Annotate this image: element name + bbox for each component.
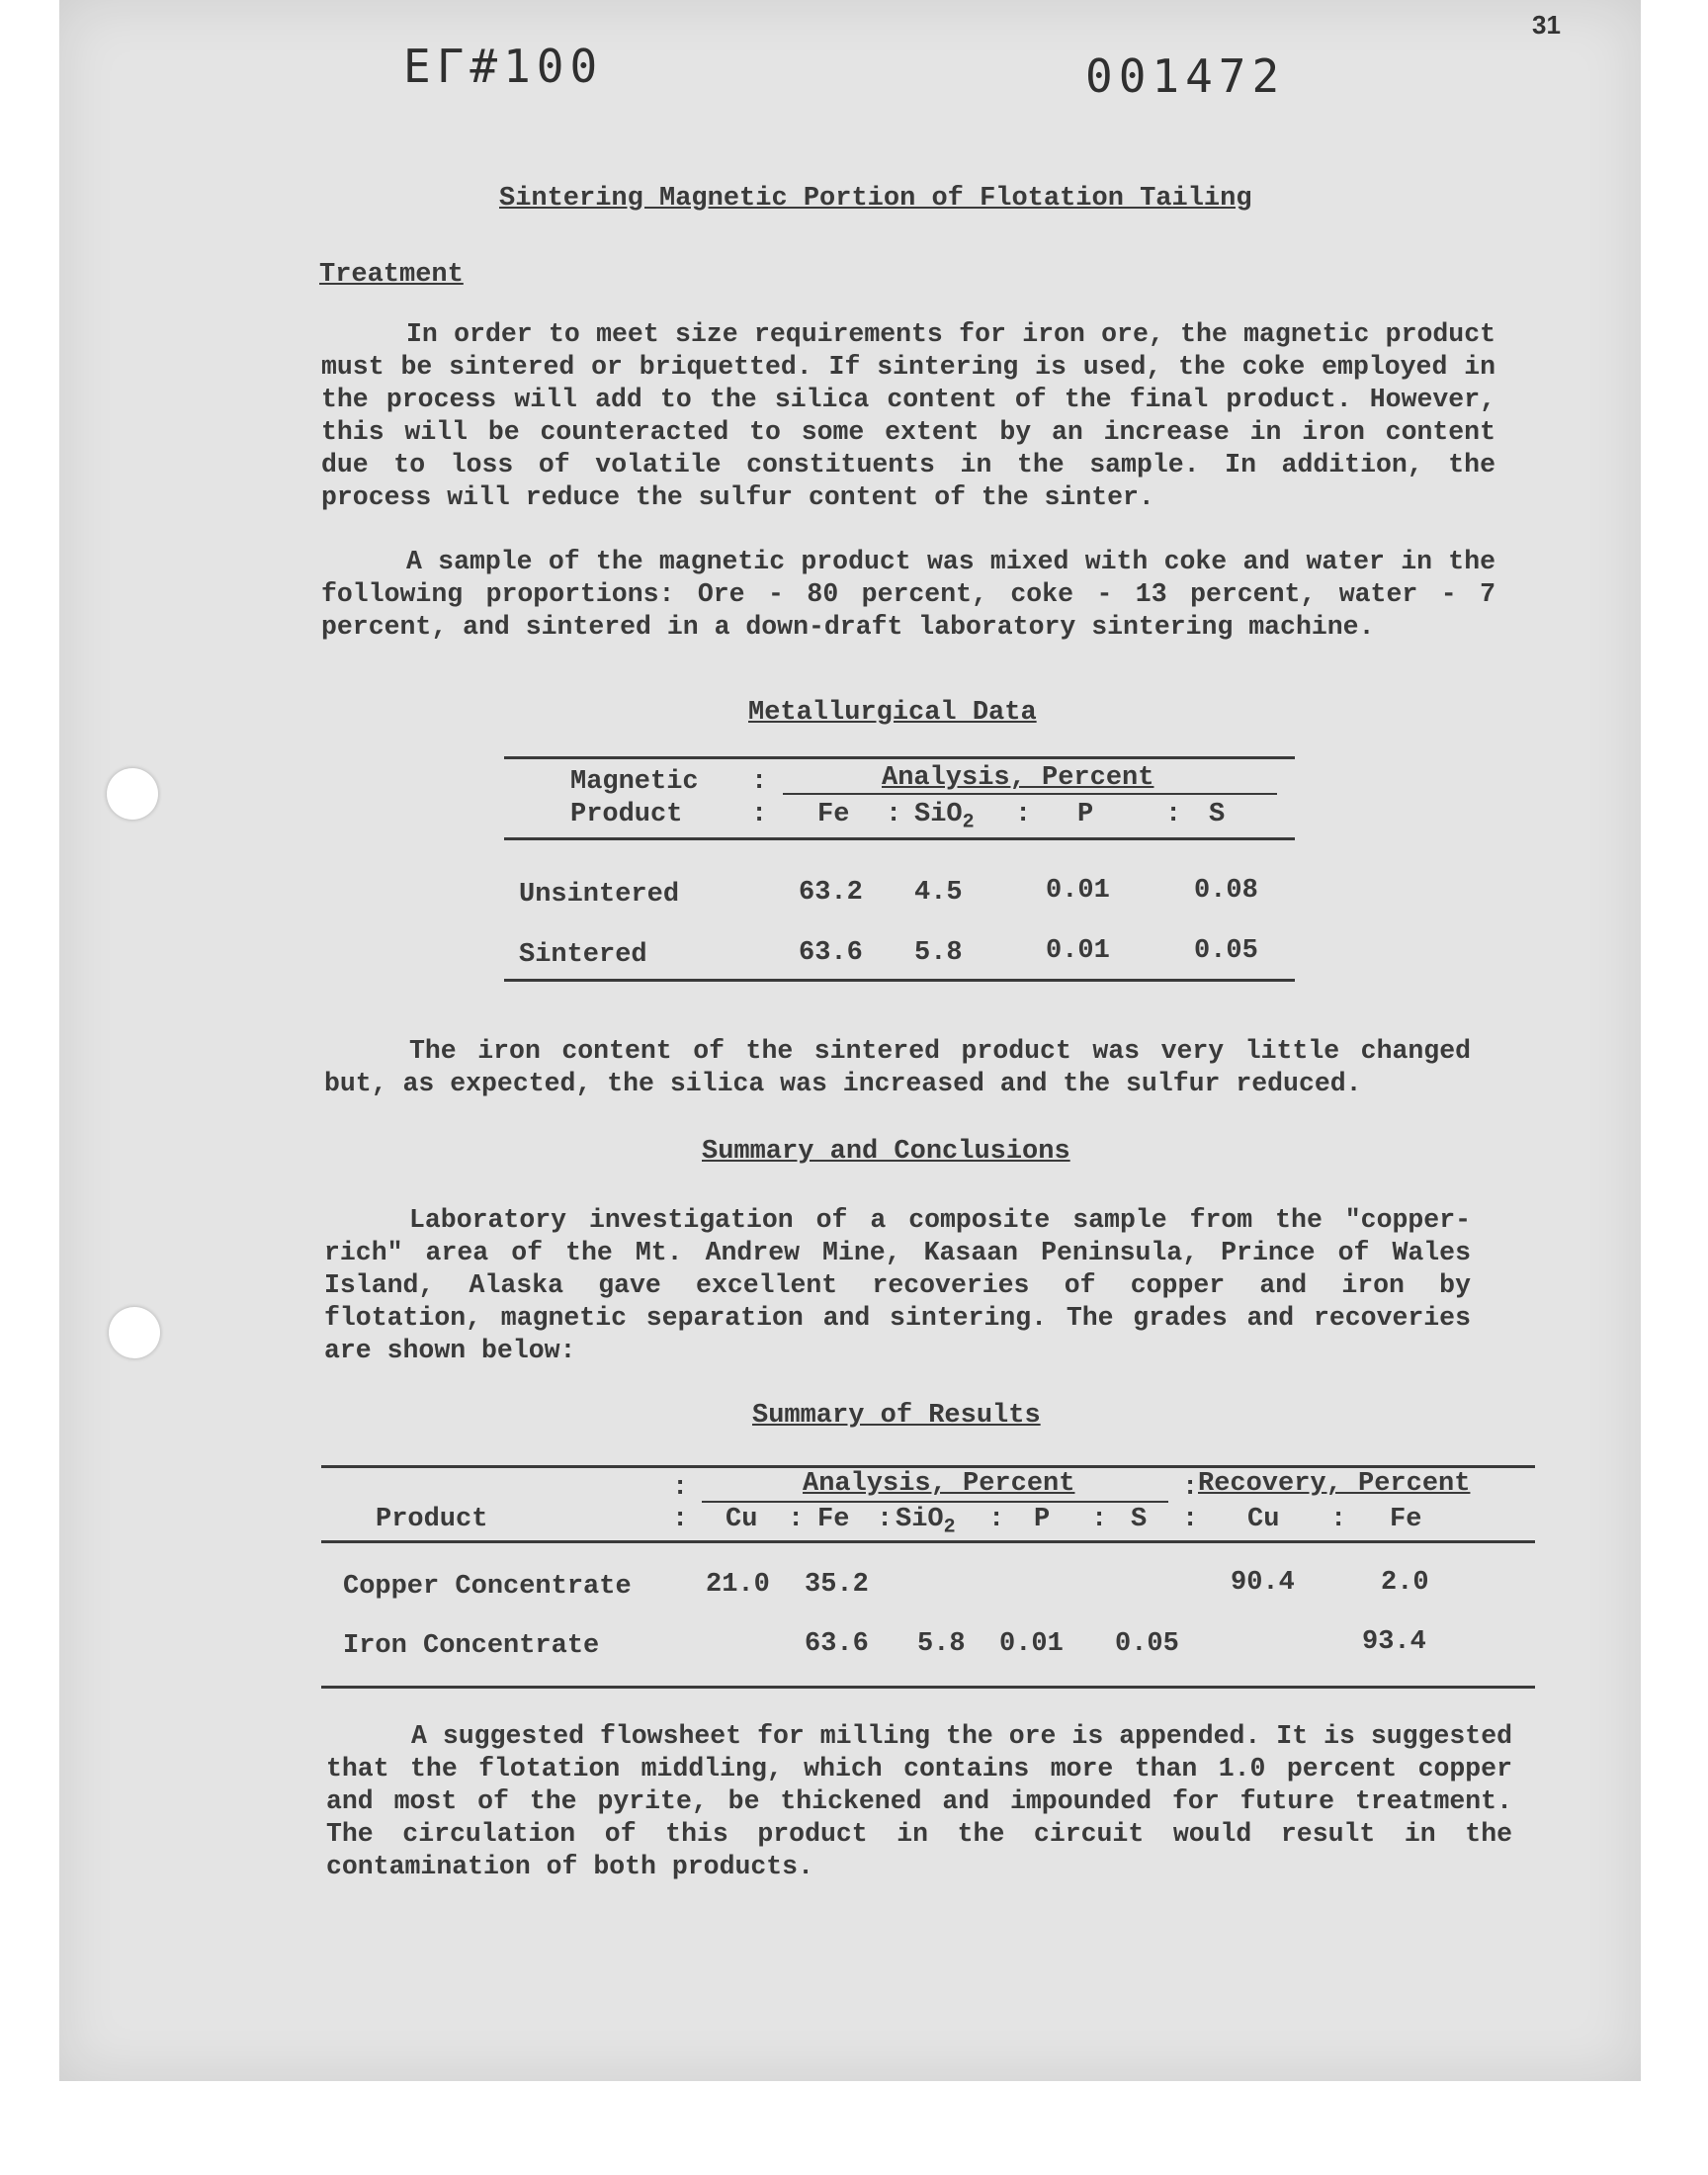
header-s: S — [1131, 1505, 1148, 1534]
header-recovery-fe: Fe — [1390, 1505, 1422, 1534]
value-p: 0.01 — [1046, 876, 1110, 906]
group-rule — [783, 793, 1277, 795]
column-separator: : — [1330, 1505, 1347, 1534]
header-sio2: SiO$_2$ — [896, 1505, 956, 1539]
treatment-paragraph-2: A sample of the magnetic product was mixed with coke and water in the following proportions: Ore - 80 percent, coke - 13 percent, water - 7 percent, and sintered in a down-draft laboratory sintering machine. — [321, 547, 1495, 642]
header-fe: Fe — [817, 1505, 850, 1534]
header-cu: Cu — [726, 1505, 758, 1534]
header-product: Product — [570, 800, 683, 829]
table-rule — [504, 756, 1295, 759]
header-product: Product — [376, 1505, 488, 1534]
table-rule — [504, 979, 1295, 982]
header-p: P — [1034, 1505, 1051, 1534]
value-sio2: 4.5 — [914, 878, 963, 908]
value-s: 0.05 — [1115, 1629, 1179, 1659]
value-recovery-cu: 90.4 — [1231, 1568, 1295, 1598]
value-fe: 63.6 — [799, 938, 863, 968]
header-sio2: SiO$_2$ — [914, 800, 975, 834]
column-separator: : — [1015, 800, 1032, 829]
value-recovery-fe: 93.4 — [1362, 1627, 1426, 1657]
header-p: P — [1077, 800, 1094, 829]
value-p: 0.01 — [999, 1629, 1064, 1659]
column-separator: : — [1182, 1505, 1199, 1534]
page-title: Sintering Magnetic Portion of Flotation Tailing — [499, 184, 1252, 214]
value-sio2: 5.8 — [917, 1629, 966, 1659]
table-rule — [321, 1686, 1535, 1689]
value-fe: 63.2 — [799, 878, 863, 908]
sintering-result-paragraph: The iron content of the sintered product was very little changed but, as expected, the silica was increased and the sulfur reduced. — [324, 1036, 1471, 1098]
header-magnetic: Magnetic — [570, 767, 699, 797]
table-heading-results: Summary of Results — [752, 1401, 1041, 1431]
row-label: Sintered — [519, 940, 647, 970]
value-recovery-fe: 2.0 — [1381, 1568, 1429, 1598]
header-analysis-percent: Analysis, Percent — [882, 763, 1154, 793]
header-recovery-cu: Cu — [1247, 1505, 1280, 1534]
punch-hole — [109, 1307, 160, 1358]
column-separator: : — [672, 1473, 689, 1503]
value-s: 0.05 — [1194, 936, 1258, 966]
file-stamp: ΕΓ#100 — [403, 40, 604, 93]
table-rule — [321, 1540, 1535, 1543]
value-sio2: 5.8 — [914, 938, 963, 968]
table-rule — [504, 837, 1295, 840]
page-number: 31 — [1532, 10, 1561, 40]
document-number: 001472 — [1085, 49, 1286, 103]
value-cu: 21.0 — [706, 1570, 770, 1600]
row-label: Copper Concentrate — [343, 1572, 632, 1602]
value-s: 0.08 — [1194, 876, 1258, 906]
group-rule — [702, 1501, 1168, 1503]
column-separator: : — [877, 1505, 894, 1534]
value-fe: 35.2 — [805, 1570, 869, 1600]
row-label: Iron Concentrate — [343, 1631, 600, 1661]
header-s: S — [1209, 800, 1226, 829]
column-separator: : — [886, 800, 902, 829]
summary-paragraph: Laboratory investigation of a composite sample from the "copper-rich" area of the Mt. Andrew Mine, Kasaan Peninsula, Prince of Wales Island, Alaska gave excellent recoveries of copper and iron by flotation, magnetic separation and sintering. The grades and recoveries are shown below: — [324, 1205, 1471, 1365]
column-separator: : — [672, 1505, 689, 1534]
column-separator: : — [788, 1505, 805, 1534]
punch-hole — [107, 768, 158, 820]
row-label: Unsintered — [519, 880, 680, 910]
header-recovery-percent: Recovery, Percent — [1198, 1469, 1471, 1499]
header-fe: Fe — [817, 800, 850, 829]
column-separator: : — [1182, 1473, 1199, 1503]
section-heading-summary: Summary and Conclusions — [702, 1137, 1070, 1167]
column-separator: : — [751, 767, 768, 797]
header-analysis-percent: Analysis, Percent — [803, 1469, 1075, 1499]
treatment-paragraph-1: In order to meet size requirements for iron ore, the magnetic product must be sintered or briquetted. If sintering is used, the coke employed in the process will add to the silica content of the final product. However, this will be counteracted to some extent by an increase in iron content due to loss of volatile constituents in the sample. In addition, the process will reduce the sulfur content of the sinter. — [321, 319, 1495, 512]
column-separator: : — [1165, 800, 1182, 829]
flowsheet-paragraph: A suggested flowsheet for milling the ore is appended. It is suggested that the flotation middling, which contains more than 1.0 percent copper and most of the pyrite, be thickened and impounded for future treatment. The circulation of this product in the circuit would result in the contamination of both products. — [326, 1721, 1512, 1881]
value-p: 0.01 — [1046, 936, 1110, 966]
column-separator: : — [751, 800, 768, 829]
section-heading-treatment: Treatment — [319, 260, 464, 290]
column-separator: : — [988, 1505, 1005, 1534]
table-heading-metallurgical: Metallurgical Data — [748, 698, 1037, 728]
value-fe: 63.6 — [805, 1629, 869, 1659]
column-separator: : — [1091, 1505, 1108, 1534]
table-rule — [321, 1465, 1535, 1468]
